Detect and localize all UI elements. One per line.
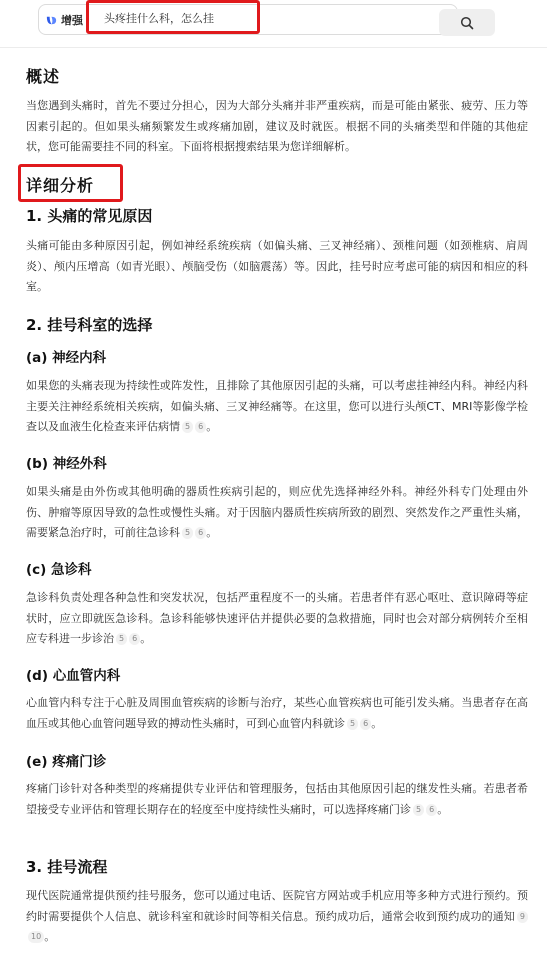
causes-text: 头痛可能由多种原因引起，例如神经系统疾病（如偏头痛、三叉神经痛）、颈椎问题（如颈椎病、肩周炎）、颅内压增高（如青光眼）、颅脑受伤（如脑震荡）等。因此，挂号时应考虑可能的病因和相应的科室。 [26,239,528,293]
process-heading: 3. 挂号流程 [26,858,108,876]
citation-badge[interactable]: 9 [517,911,528,923]
process-text: 现代医院通常提供预约挂号服务，您可以通过电话、医院官方网站或手机应用等多种方式进行预约。预约时需要提供个人信息、就诊科室和就诊时间等相关信息。预约成功后，通常会收到预约成功的通知 910 。 [26,889,528,943]
dept-text-neurology: 如果您的头痛表现为持续性或阵发性，且排除了其他原因引起的头痛，可以考虑挂神经内科。神经内科主要关注神经系统相关疾病，如偏头痛、三叉神经痛等。在这里，您可以进行头颅CT、MRI等影像学检查以及血液生化检查来评估病情 5 6 。 [26,379,528,433]
dept-text-cardiology: 心血管内科专注于心脏及周围血管疾病的诊断与治疗，某些心血管疾病也可能引发头痛。当患者存在高血压或其他心血管问题导致的搏动性头痛时，可到心血管内科就诊 5 6 。 [26,696,528,730]
dept-text-neurosurgery: 如果头痛是由外伤或其他明确的器质性疾病引起的，则应优先选择神经外科。神经外科专门处理由外伤、肿瘤等原因导致的急性或慢性头痛。对于因脑内器质性疾病所致的剧烈、突然发作之严重性头痛，需要紧急治疗时，可前往急诊科 5 6 。 [26,485,528,539]
enhance-mode-label: 增强 [61,14,83,27]
dept-heading-cardiology: (d) 心血管内科 [26,668,121,684]
citation-badge[interactable]: 6 [129,633,140,645]
dept-text-emergency: 急诊科负责处理各种急性和突发状况，包括严重程度不一的头痛。若患者伴有恶心呕吐、意识障碍等症状时，应立即就医急诊科。急诊科能够快速评估并提供必要的急救措施，同时也会对部分病例转介至相应专科进一步诊治 5 6 。 [26,591,528,645]
search-button[interactable] [439,9,495,36]
search-input[interactable]: 头疼挂什么科，怎么挂 [104,12,214,25]
overview-text: 当您遇到头痛时，首先不要过分担心，因为大部分头痛并非严重疾病，而是可能由紧张、疲劳、压力等因素引起的。但如果头痛频繁发生或疼痛加剧，建议及时就医。根据不同的头痛类型和伴随的其他症状，您可能需要挂不同的科室。下面将根据搜索结果为您详细解析。 [26,99,528,153]
citation-badge[interactable]: 5 [347,718,358,730]
citation-badge[interactable]: 5 [182,421,193,433]
citation-badge[interactable]: 5 [116,633,127,645]
overview-heading: 概述 [26,67,61,86]
enhance-logo-icon [45,14,58,27]
dept-heading-neurosurgery: (b) 神经外科 [26,456,107,472]
departments-heading: 2. 挂号科室的选择 [26,316,153,334]
search-icon [460,16,474,30]
citation-badge[interactable]: 6 [426,804,437,816]
causes-heading: 1. 头痛的常见原因 [26,207,153,225]
citation-badge[interactable]: 10 [28,931,44,943]
dept-heading-pain-clinic: (e) 疼痛门诊 [26,754,107,770]
detail-heading-wrap [26,172,146,198]
detail-heading: 详细分析 [26,176,95,195]
citation-badge[interactable]: 6 [195,421,206,433]
enhance-mode-toggle[interactable] [45,11,83,29]
search-header [0,0,547,48]
dept-heading-emergency: (c) 急诊科 [26,562,92,578]
citation-badge[interactable]: 5 [182,527,193,539]
dept-heading-neurology: (a) 神经内科 [26,350,107,366]
citation-badge[interactable]: 6 [195,527,206,539]
dept-text-pain-clinic: 疼痛门诊针对各种类型的疼痛提供专业评估和管理服务，包括由其他原因引起的继发性头痛。若患者希望接受专业评估和管理长期存在的轻度至中度持续性头痛时，可以选择疼痛门诊 5 6 。 [26,782,528,816]
citation-badge[interactable]: 5 [413,804,424,816]
citation-badge[interactable]: 6 [360,718,371,730]
